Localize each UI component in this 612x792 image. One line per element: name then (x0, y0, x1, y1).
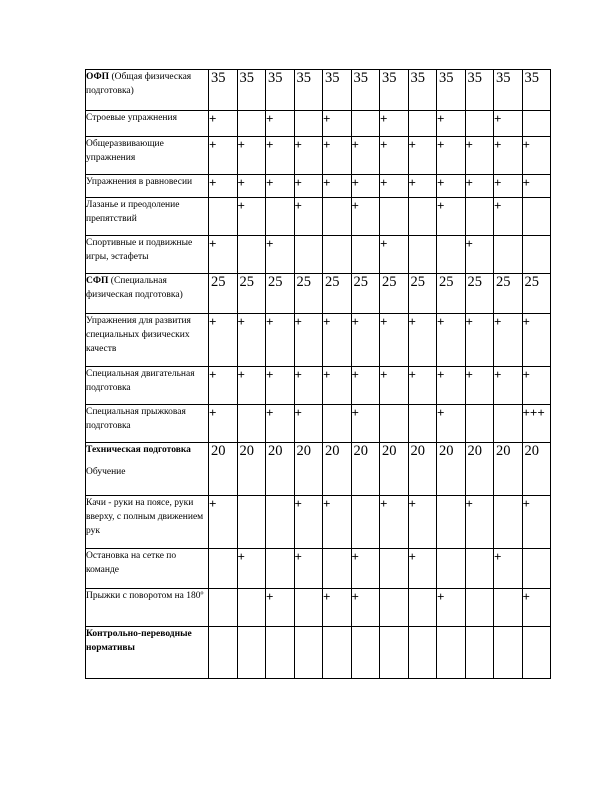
row-label-text: Спортивные и подвижные игры, эстафеты (86, 238, 193, 262)
mark-cell (522, 549, 551, 589)
row-label (86, 137, 209, 175)
mark-cell (323, 405, 352, 443)
mark-cell (494, 496, 523, 549)
row-label (86, 314, 209, 367)
hours-cell: 25 (237, 274, 266, 314)
mark-cell: + (437, 137, 466, 175)
mark-cell: + (266, 314, 295, 367)
mark-cell (437, 549, 466, 589)
mark-cell: + (437, 314, 466, 367)
mark-cell: + (494, 137, 523, 175)
row-label-text: Упражнения в равновесии (86, 177, 193, 187)
row-sublabel: Обучение (86, 467, 126, 477)
table-row (86, 274, 551, 314)
mark-cell: + (237, 137, 266, 175)
hours-cell: 20 (522, 443, 551, 496)
mark-cell: + (408, 137, 437, 175)
mark-cell: + (294, 405, 323, 443)
mark-cell: + (294, 314, 323, 367)
mark-cell (294, 589, 323, 627)
mark-cell: + (437, 175, 466, 198)
table-row (86, 198, 551, 236)
mark-cell (323, 549, 352, 589)
mark-cell: + (494, 367, 523, 405)
row-label (86, 627, 209, 679)
mark-cell: + (437, 367, 466, 405)
mark-cell (237, 627, 266, 679)
hours-cell: 25 (209, 274, 238, 314)
hours-cell: 35 (408, 70, 437, 111)
mark-cell (294, 111, 323, 137)
row-label-text: Специальная двигательная подготовка (86, 369, 195, 393)
mark-cell (266, 627, 295, 679)
row-label (86, 236, 209, 274)
mark-cell (209, 549, 238, 589)
mark-cell (237, 589, 266, 627)
mark-cell: + (351, 405, 380, 443)
mark-cell (266, 198, 295, 236)
mark-cell: + (351, 137, 380, 175)
training-plan-table (85, 69, 551, 679)
row-label-text: Прыжки с поворотом на 180º (86, 591, 204, 601)
mark-cell: + (465, 137, 494, 175)
mark-cell: + (351, 367, 380, 405)
row-label-text: (Специальная физическая подготовка) (86, 276, 183, 300)
mark-cell (209, 627, 238, 679)
mark-cell: + (380, 367, 409, 405)
table-row (86, 589, 551, 627)
mark-cell: + (494, 175, 523, 198)
mark-cell (266, 496, 295, 549)
hours-cell: 20 (465, 443, 494, 496)
mark-cell (380, 589, 409, 627)
mark-cell (380, 627, 409, 679)
mark-cell (522, 627, 551, 679)
row-label (86, 111, 209, 137)
mark-cell (465, 198, 494, 236)
mark-cell: + (380, 137, 409, 175)
hours-cell: 25 (380, 274, 409, 314)
hours-cell: 20 (494, 443, 523, 496)
hours-cell: 35 (351, 70, 380, 111)
table-row (86, 549, 551, 589)
row-label-text: Качи - руки на поясе, руки вверху, с полным движением рук (86, 498, 204, 536)
table-row (86, 314, 551, 367)
hours-cell: 25 (266, 274, 295, 314)
mark-cell: + (323, 137, 352, 175)
mark-cell: + (351, 549, 380, 589)
mark-cell: +++ (522, 405, 551, 443)
hours-cell: 35 (266, 70, 295, 111)
hours-cell: 35 (294, 70, 323, 111)
mark-cell (465, 549, 494, 589)
mark-cell: + (237, 198, 266, 236)
mark-cell: + (408, 496, 437, 549)
row-label (86, 175, 209, 198)
mark-cell (209, 589, 238, 627)
mark-cell: + (437, 589, 466, 627)
mark-cell: + (380, 111, 409, 137)
mark-cell: + (323, 589, 352, 627)
mark-cell (437, 627, 466, 679)
mark-cell: + (209, 405, 238, 443)
mark-cell: + (522, 367, 551, 405)
mark-cell: + (209, 314, 238, 367)
mark-cell (408, 198, 437, 236)
mark-cell (522, 198, 551, 236)
row-label-bold: ОФП (86, 72, 110, 82)
mark-cell: + (266, 236, 295, 274)
table-row (86, 367, 551, 405)
hours-cell: 35 (465, 70, 494, 111)
mark-cell: + (494, 198, 523, 236)
mark-cell: + (351, 175, 380, 198)
hours-cell: 20 (408, 443, 437, 496)
mark-cell: + (294, 367, 323, 405)
mark-cell: + (294, 198, 323, 236)
mark-cell: + (408, 314, 437, 367)
mark-cell: + (266, 405, 295, 443)
mark-cell: + (351, 589, 380, 627)
mark-cell: + (380, 175, 409, 198)
mark-cell: + (323, 175, 352, 198)
row-label (86, 443, 209, 496)
mark-cell (465, 589, 494, 627)
mark-cell (494, 589, 523, 627)
hours-cell: 20 (351, 443, 380, 496)
mark-cell (408, 405, 437, 443)
mark-cell: + (237, 367, 266, 405)
mark-cell: + (522, 175, 551, 198)
mark-cell: + (294, 549, 323, 589)
mark-cell: + (294, 175, 323, 198)
row-label (86, 274, 209, 314)
mark-cell (437, 496, 466, 549)
row-label (86, 70, 209, 111)
hours-cell: 35 (209, 70, 238, 111)
mark-cell: + (209, 111, 238, 137)
row-label-bold: Контрольно-переводные нормативы (86, 629, 192, 653)
mark-cell: + (323, 367, 352, 405)
mark-cell (380, 198, 409, 236)
mark-cell (237, 405, 266, 443)
hours-cell: 20 (437, 443, 466, 496)
table-row (86, 236, 551, 274)
mark-cell (408, 627, 437, 679)
mark-cell (323, 198, 352, 236)
row-label-text: Строевые упражнения (86, 113, 177, 123)
mark-cell: + (237, 314, 266, 367)
mark-cell: + (266, 175, 295, 198)
mark-cell: + (408, 175, 437, 198)
mark-cell: + (408, 367, 437, 405)
hours-cell: 25 (323, 274, 352, 314)
mark-cell: + (494, 549, 523, 589)
hours-cell: 25 (522, 274, 551, 314)
mark-cell: + (437, 111, 466, 137)
table-row (86, 627, 551, 679)
mark-cell: + (209, 367, 238, 405)
mark-cell: + (294, 137, 323, 175)
row-label-bold: СФП (86, 276, 109, 286)
mark-cell (408, 236, 437, 274)
table-row (86, 111, 551, 137)
table-row (86, 443, 551, 496)
mark-cell: + (323, 496, 352, 549)
row-label (86, 589, 209, 627)
mark-cell: + (351, 314, 380, 367)
row-label-text: Упражнения для развития специальных физических качеств (86, 316, 191, 354)
mark-cell: + (266, 137, 295, 175)
mark-cell: + (437, 198, 466, 236)
table-row (86, 70, 551, 111)
mark-cell: + (494, 314, 523, 367)
mark-cell (294, 236, 323, 274)
mark-cell: + (266, 589, 295, 627)
mark-cell: + (465, 367, 494, 405)
mark-cell: + (266, 111, 295, 137)
mark-cell: + (465, 236, 494, 274)
hours-cell: 35 (323, 70, 352, 111)
mark-cell: + (437, 405, 466, 443)
mark-cell (408, 589, 437, 627)
row-label-text: Специальная прыжковая подготовка (86, 407, 186, 431)
mark-cell (408, 111, 437, 137)
mark-cell (494, 236, 523, 274)
mark-cell: + (494, 111, 523, 137)
mark-cell: + (351, 198, 380, 236)
mark-cell (494, 627, 523, 679)
row-label (86, 367, 209, 405)
mark-cell (323, 236, 352, 274)
mark-cell: + (209, 175, 238, 198)
hours-cell: 20 (209, 443, 238, 496)
hours-cell: 25 (465, 274, 494, 314)
row-label (86, 549, 209, 589)
row-label (86, 405, 209, 443)
hours-cell: 35 (522, 70, 551, 111)
mark-cell: + (294, 496, 323, 549)
mark-cell (465, 405, 494, 443)
mark-cell: + (522, 314, 551, 367)
mark-cell (351, 627, 380, 679)
hours-cell: 25 (408, 274, 437, 314)
mark-cell (465, 627, 494, 679)
mark-cell: + (209, 236, 238, 274)
hours-cell: 25 (494, 274, 523, 314)
mark-cell: + (209, 496, 238, 549)
row-label-text: Лазанье и преодоление препятствий (86, 200, 180, 224)
row-label-text: Общеразвивающие упражнения (86, 139, 164, 163)
mark-cell (351, 496, 380, 549)
mark-cell: + (209, 137, 238, 175)
mark-cell (351, 236, 380, 274)
table-row (86, 137, 551, 175)
mark-cell: + (522, 496, 551, 549)
mark-cell: + (323, 314, 352, 367)
hours-cell: 20 (294, 443, 323, 496)
mark-cell: + (465, 314, 494, 367)
table-row (86, 496, 551, 549)
hours-cell: 35 (237, 70, 266, 111)
hours-cell: 20 (266, 443, 295, 496)
mark-cell: + (380, 236, 409, 274)
hours-cell: 20 (237, 443, 266, 496)
mark-cell: + (237, 175, 266, 198)
row-label-bold: Техническая подготовка (86, 445, 191, 455)
hours-cell: 25 (437, 274, 466, 314)
hours-cell: 35 (380, 70, 409, 111)
mark-cell (237, 111, 266, 137)
mark-cell: + (522, 137, 551, 175)
mark-cell: + (465, 496, 494, 549)
mark-cell: + (237, 549, 266, 589)
mark-cell (209, 198, 238, 236)
mark-cell (380, 405, 409, 443)
mark-cell (437, 236, 466, 274)
mark-cell (522, 111, 551, 137)
mark-cell: + (266, 367, 295, 405)
mark-cell (323, 627, 352, 679)
row-label-text: Остановка на сетке по команде (86, 551, 177, 575)
hours-cell: 20 (323, 443, 352, 496)
mark-cell (237, 236, 266, 274)
mark-cell: + (522, 589, 551, 627)
hours-cell: 25 (294, 274, 323, 314)
row-label-text: (Общая физическая подготовка) (86, 72, 192, 96)
mark-cell (522, 236, 551, 274)
row-label (86, 496, 209, 549)
mark-cell (294, 627, 323, 679)
table-row (86, 175, 551, 198)
mark-cell (237, 496, 266, 549)
mark-cell: + (323, 111, 352, 137)
mark-cell: + (408, 549, 437, 589)
mark-cell: + (380, 496, 409, 549)
mark-cell (465, 111, 494, 137)
mark-cell (380, 549, 409, 589)
hours-cell: 35 (494, 70, 523, 111)
hours-cell: 35 (437, 70, 466, 111)
hours-cell: 20 (380, 443, 409, 496)
table-row (86, 405, 551, 443)
mark-cell (351, 111, 380, 137)
row-label (86, 198, 209, 236)
mark-cell (266, 549, 295, 589)
mark-cell (494, 405, 523, 443)
mark-cell: + (465, 175, 494, 198)
mark-cell: + (380, 314, 409, 367)
hours-cell: 25 (351, 274, 380, 314)
